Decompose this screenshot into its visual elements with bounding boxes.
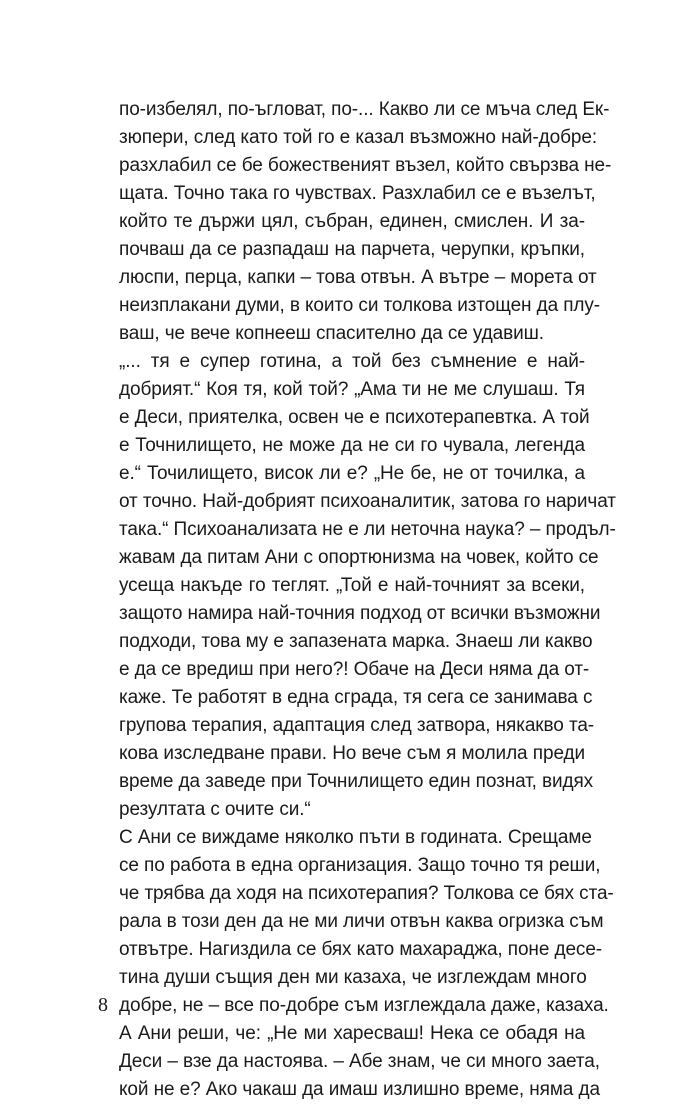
text-line: защото намира най-точния подход от всички възможни bbox=[119, 603, 601, 624]
text-line: добре, не – все по-добре съм изглеждала даже, казаха. bbox=[119, 995, 609, 1016]
text-line: е.“ Точилището, висок ли е? „Не бе, не от точилка, а bbox=[119, 463, 585, 484]
text-line: е да се вредиш при него?! Обаче на Деси няма да от- bbox=[119, 659, 590, 680]
text-line: разхлабил се бе божественият възел, който свързва не- bbox=[119, 155, 612, 176]
text-line: време да заведе при Точнилището един познат, видях bbox=[119, 771, 594, 792]
text-line: жавам да питам Ани с опортюнизма на човек, който се bbox=[119, 547, 599, 568]
text-line: А Ани реши, че: „Не ми харесваш! Нека се обадя на bbox=[119, 1023, 585, 1044]
text-line: Деси – взе да настоява. – Абе знам, че си много заета, bbox=[119, 1051, 600, 1072]
text-line: групова терапия, адаптация след затвора, някакво та- bbox=[119, 715, 595, 736]
text-line: така.“ Психоанализата не е ли неточна наука? – продъл- bbox=[119, 519, 616, 540]
text-line: отвътре. Нагиздила се бях като махараджа, поне десе- bbox=[119, 939, 603, 960]
text-line: се по работа в една организация. Защо точно тя реши, bbox=[119, 855, 601, 876]
text-line: е Деси, приятелка, освен че е психотерапевтка. А той bbox=[119, 407, 590, 428]
text-line: ваш, че вече копнееш спасително да се удавиш. bbox=[119, 323, 544, 344]
text-line: подходи, това му е запазената марка. Знаеш ли какво bbox=[119, 631, 593, 652]
text-line: люспи, перца, капки – това отвън. А вътре – морета от bbox=[119, 267, 597, 288]
text-line: почваш да се разпадаш на парчета, черупки, кръпки, bbox=[119, 239, 585, 260]
text-line: кова изследване прави. Но вече съм я молила преди bbox=[119, 743, 585, 764]
text-line: добрият.“ Коя тя, кой той? „Ама ти не ме слушаш. Тя bbox=[119, 379, 585, 400]
text-line: който те държи цял, събран, единен, смислен. И за- bbox=[119, 211, 585, 232]
text-line: резултата с очите си.“ bbox=[119, 799, 311, 820]
text-line: кой не е? Ако чакаш да имаш излишно време, няма да bbox=[119, 1079, 600, 1100]
text-line: че трябва да ходя на психотерапия? Толкова се бях ста- bbox=[119, 883, 614, 904]
text-line: усеща накъде го теглят. „Той е най-точният за всеки, bbox=[119, 575, 585, 596]
text-line: „... тя е супер готина, а той без съмнение е най- bbox=[119, 351, 585, 372]
text-line: рала в този ден да не ми личи отвън каква огризка съм bbox=[119, 911, 604, 932]
text-line: е Точнилището, не може да не си го чувала, легенда bbox=[119, 435, 585, 456]
text-line: С Ани се виждаме няколко пъти в годината. Срещаме bbox=[119, 827, 592, 848]
text-line: щата. Точно така го чувствах. Разхлабил се е възелът, bbox=[119, 183, 596, 204]
text-line: каже. Те работят в една сграда, тя сега се занимава с bbox=[119, 687, 593, 708]
text-line: зюпери, след като той го е казал възможно най-добре: bbox=[119, 127, 598, 148]
page-number: 8 bbox=[98, 994, 108, 1016]
text-line: тина души същия ден ми казаха, че изглеждам много bbox=[119, 967, 587, 988]
text-line: от точно. Най-добрият психоаналитик, затова го наричат bbox=[119, 491, 616, 512]
text-line: по-избелял, по-ъгловат, по-... Какво ли се мъча след Ек- bbox=[119, 99, 610, 120]
body-text bbox=[119, 96, 616, 1104]
text-line: неизплакани думи, в които си толкова изтощен да плу- bbox=[119, 295, 601, 316]
